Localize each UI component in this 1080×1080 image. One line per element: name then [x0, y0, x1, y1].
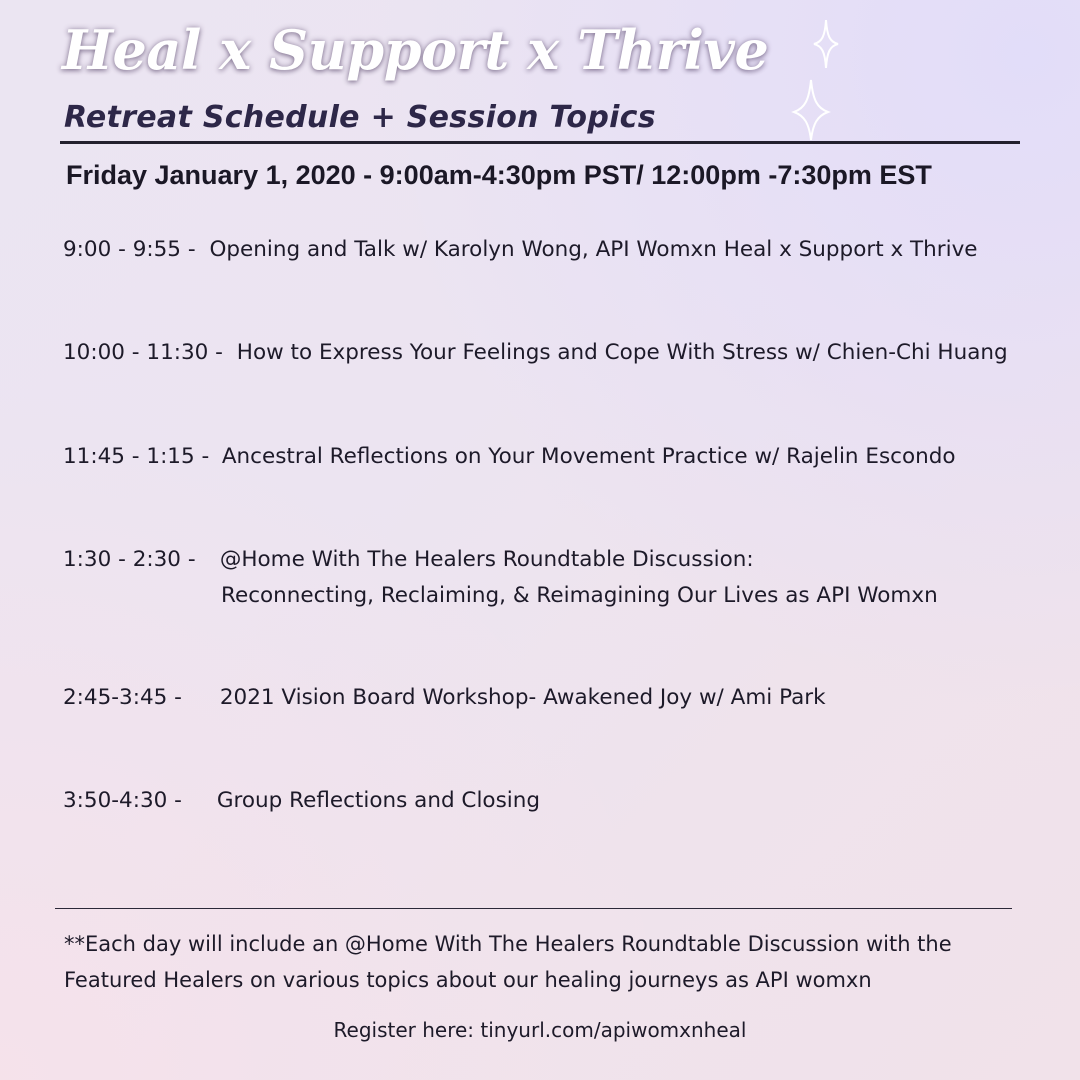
register-link[interactable]: Register here: tinyurl.com/apiwomxnheal — [333, 1018, 747, 1042]
session-topic: Ancestral Reflections on Your Movement Practice w/ Rajelin Escondo — [221, 444, 956, 469]
schedule-item — [63, 340, 1008, 365]
schedule-item — [63, 444, 956, 469]
footnote: **Each day will include an @Home With The Healers Roundtable Discussion with the Featured Healers on various topics about our healing journeys as API womxn — [64, 932, 952, 992]
session-time: 1:30 - 2:30 - — [63, 547, 196, 572]
session-topic: Group Reflections and Closing — [216, 788, 541, 813]
schedule-item — [63, 237, 978, 262]
session-time: 11:45 - 1:15 - — [63, 444, 210, 469]
session-time: 10:00 - 11:30 - — [63, 340, 223, 365]
session-time: 9:00 - 9:55 - — [63, 237, 196, 262]
page-title: Heal x Support x Thrive — [62, 18, 769, 82]
session-topic: 2021 Vision Board Workshop- Awakened Joy w/ Ami Park — [219, 685, 826, 710]
sparkles-decoration — [780, 14, 850, 144]
session-time: 3:50-4:30 - — [63, 788, 182, 813]
event-date-time: Friday January 1, 2020 - 9:00am-4:30pm PST/ 12:00pm -7:30pm EST — [66, 160, 932, 190]
session-topic: @Home With The Healers Roundtable Discussion: — [219, 547, 754, 572]
header-divider — [60, 141, 1020, 144]
page-subtitle: Retreat Schedule + Session Topics — [64, 100, 656, 135]
session-topic: Opening and Talk w/ Karolyn Wong, API Womxn Heal x Support x Thrive — [209, 237, 978, 262]
session-topic: How to Express Your Feelings and Cope With Stress w/ Chien-Chi Huang — [236, 340, 1008, 365]
footer-divider — [55, 908, 1012, 909]
sparkle-icon — [794, 80, 828, 140]
schedule-item — [63, 685, 826, 710]
session-topic-continued: Reconnecting, Reclaiming, & Reimagining Our Lives as API Womxn — [221, 583, 938, 608]
schedule-item — [63, 788, 540, 813]
schedule-item — [63, 547, 938, 608]
sparkle-icon — [814, 20, 838, 68]
session-time: 2:45-3:45 - — [63, 685, 182, 710]
